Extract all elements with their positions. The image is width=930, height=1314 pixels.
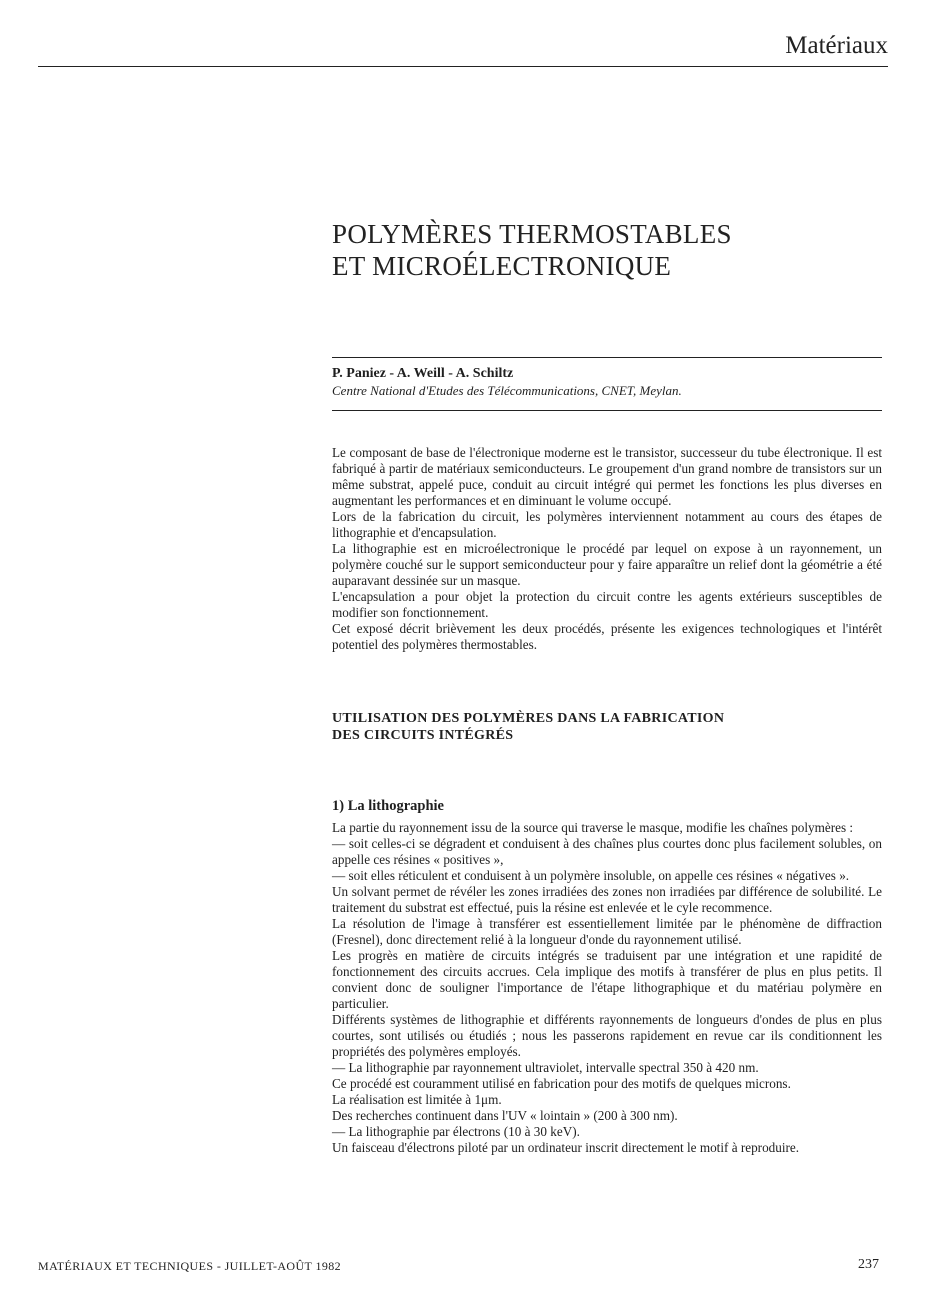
body-paragraph: Les progrès en matière de circuits intégrés se traduisent par une intégration et une rapidité de fonctionnement des circuits accrues. Cela implique des motifs à transférer de plus en plus petits. Il convient donc de souligner l'importance de l'étape lithographique et du matériau polymère en particulier. — [332, 948, 882, 1011]
body-paragraph: — La lithographie par rayonnement ultraviolet, intervalle spectral 350 à 420 nm. — [332, 1060, 759, 1075]
section-heading-line-2: DES CIRCUITS INTÉGRÉS — [332, 728, 514, 743]
body-text — [332, 820, 882, 1156]
body-paragraph: La partie du rayonnement issu de la source qui traverse le masque, modifie les chaînes polymères : — [332, 820, 854, 835]
body-paragraph: — soit elles réticulent et conduisent à un polymère insoluble, on appelle ces résines « négatives ». — [332, 868, 850, 883]
body-paragraph: Ce procédé est couramment utilisé en fabrication pour des motifs de quelques microns. — [332, 1076, 791, 1091]
article-title — [332, 218, 732, 282]
abstract-paragraph: L'encapsulation a pour objet la protection du circuit contre les agents extérieurs susceptibles de modifier son fonctionnement. — [332, 589, 882, 620]
authors: P. Paniez - A. Weill - A. Schiltz — [332, 366, 514, 381]
abstract-paragraph: Cet exposé décrit brièvement les deux procédés, présente les exigences technologiques et l'intérêt potentiel des polymères thermostables. — [332, 621, 882, 652]
body-paragraph: La réalisation est limitée à 1μm. — [332, 1092, 502, 1107]
header-rule — [38, 66, 888, 67]
section-heading-line-1: UTILISATION DES POLYMÈRES DANS LA FABRICATION — [332, 711, 725, 726]
body-paragraph: Des recherches continuent dans l'UV « lointain » (200 à 300 nm). — [332, 1108, 678, 1123]
abstract-paragraph: Lors de la fabrication du circuit, les polymères interviennent notamment au cours des étapes de lithographie et d'encapsulation. — [332, 509, 882, 540]
author-rule-top — [332, 357, 882, 358]
section-heading — [332, 710, 724, 744]
footer-journal: MATÉRIAUX ET TECHNIQUES - JUILLET-AOÛT 1982 — [38, 1259, 342, 1273]
author-rule-bottom — [332, 410, 882, 411]
body-paragraph: La résolution de l'image à transférer est essentiellement limitée par le phénomène de diffraction (Fresnel), donc directement relié à la longueur d'onde du rayonnement utilisé. — [332, 916, 882, 947]
abstract-paragraph: La lithographie est en microélectronique le procédé par lequel on expose à un rayonnement, un polymère couché sur le support semiconducteur pour y faire apparaître un relief dont la géométrie a été auparavant dessinée sur un masque. — [332, 541, 882, 588]
body-paragraph: Différents systèmes de lithographie et différents rayonnements de longueurs d'ondes de plus en plus courtes, sont utilisés ou étudiés ; nous les passerons rapidement en revue car ils conditionnent les propriétés des polymères employés. — [332, 1012, 882, 1059]
body-paragraph: — soit celles-ci se dégradent et conduisent à des chaînes plus courtes donc plus facilement solubles, on appelle ces résines « positives », — [332, 836, 882, 867]
subheading-lithographie: 1) La lithographie — [332, 798, 444, 814]
title-line-1: POLYMÈRES THERMOSTABLES — [332, 219, 732, 249]
section-label: Matériaux — [785, 32, 888, 59]
page-number: 237 — [858, 1257, 879, 1272]
body-paragraph: Un faisceau d'électrons piloté par un ordinateur inscrit directement le motif à reproduire. — [332, 1140, 800, 1155]
body-paragraph: — La lithographie par électrons (10 à 30 keV). — [332, 1124, 580, 1139]
affiliation: Centre National d'Etudes des Télécommunications, CNET, Meylan. — [332, 383, 682, 398]
abstract-paragraph: Le composant de base de l'électronique moderne est le transistor, successeur du tube électronique. Il est fabriqué à partir de matériaux semiconducteurs. Le groupement d'un grand nombre de transistors sur un même substrat, appelé puce, conduit au circuit intégré qui permet les fonctions les plus diverses en augmentant les performances et en diminuant le volume occupé. — [332, 445, 882, 508]
body-paragraph: Un solvant permet de révéler les zones irradiées des zones non irradiées par différence de solubilité. Le traitement du substrat est effectué, puis la résine est enlevée et le cyle recommence. — [332, 884, 882, 915]
abstract — [332, 445, 882, 653]
title-line-2: ET MICROÉLECTRONIQUE — [332, 251, 672, 281]
